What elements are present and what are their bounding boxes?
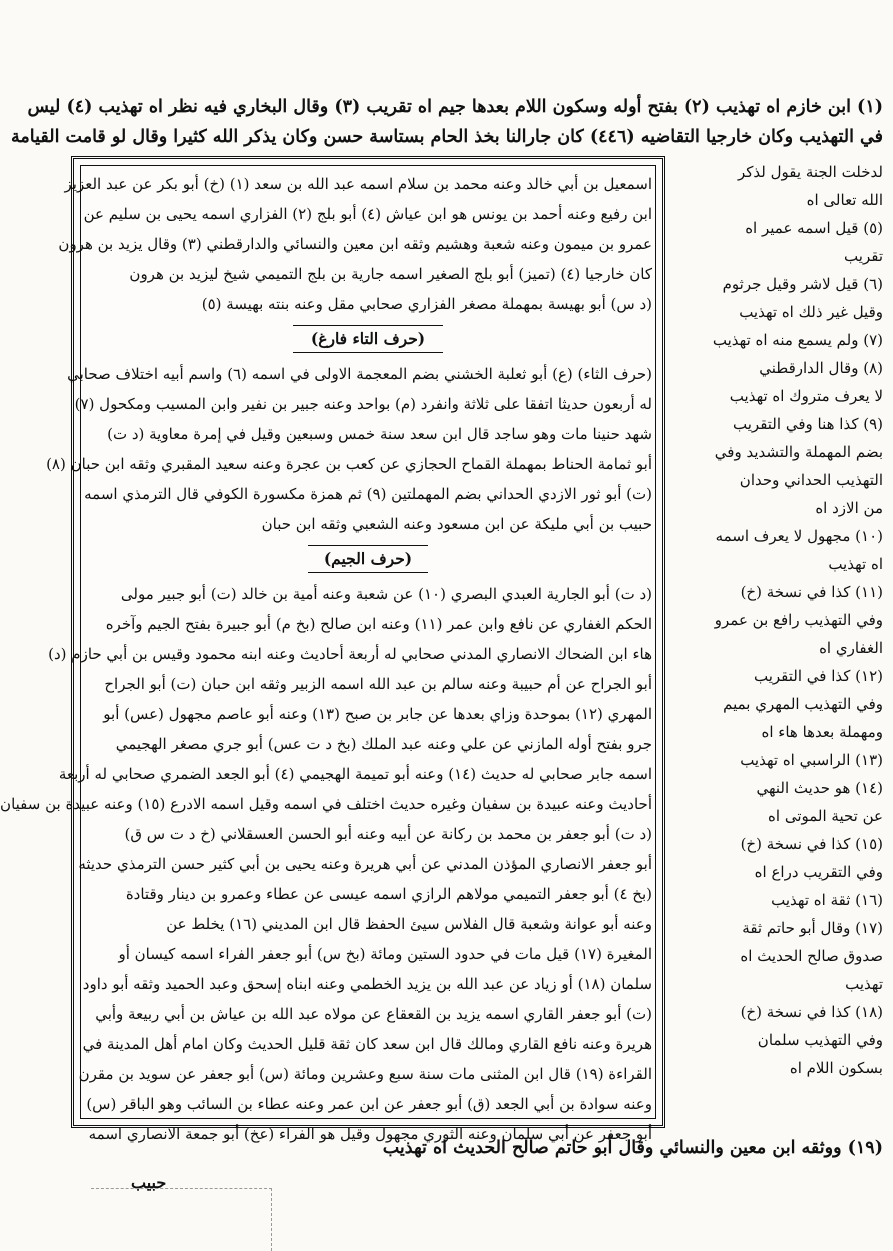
text-line: ابن رفيع وعنه أحمد بن يونس هو ابن عياش (٤) أبو بلج (٢) الفزاري اسمه يحيى بن سليم عن [83, 205, 652, 223]
margin-footnotes [671, 158, 883, 1082]
text-line: (بخ ٤) أبو جعفر التميمي مولاهم الرازي اسمه عيسى عن عطاء وعمرو بن دينار وقتادة [125, 885, 652, 903]
text-line: وعنه أبو عوانة وشعبة قال الفلاس سيئ الحفظ قال ابن المديني (١٦) يخلط عن [166, 915, 652, 933]
text-line: جرو بفتح أوله المازني عن علي وعنه عبد الملك (بخ د ت عس) أبو جري مصغر الهجيمي [115, 735, 652, 753]
margin-note-line: وفي التهذيب رافع بن عمرو [714, 611, 883, 629]
main-text-frame [0, 156, 665, 1143]
margin-note-line: (١١) كذا في نسخة (خ) [740, 583, 883, 601]
top-footnotes [11, 92, 883, 152]
text-line: حبيب بن أبي مليكة عن ابن مسعود وعنه الشعبي وثقه ابن حبان [261, 515, 652, 533]
text-line: (د ت) أبو جعفر بن محمد بن ركانة عن أبيه وعنه أبو الحسن العسقلاني (خ د ت س ق) [124, 825, 652, 843]
main-text [0, 169, 652, 1149]
margin-note-line: (٥) قيل اسمه عمير اه [745, 219, 883, 237]
bottom-footnote: (١٩) ووثقه ابن معين والنسائي وقال أبو حاتم صالح الحديث اه تهذيب [382, 1138, 883, 1158]
margin-note-line: (٦) قيل لاشر وقيل جرثوم [722, 275, 883, 293]
text-line: (د س) أبو بهيسة بمهملة مصغر الفزاري صحابي مقل وعنه بنته بهيسة (٥) [201, 295, 652, 313]
text-line: اسمه جابر صحابي له حديث (١٤) وعنه أبو تميمة الهجيمي (٤) أبو الجعد الضمري صحابي له أربعة [58, 765, 652, 783]
margin-note-line: وفي التهذيب المهري بميم [723, 695, 883, 713]
text-line: شهد حنينا مات وهو ساجد قال ابن سعد سنة خمس وسبعين وقيل في إمرة معاوية (د ت) [107, 425, 652, 443]
margin-note-line: الغفاري اه [819, 639, 883, 657]
section-heading-jeem: (حرف الجيم) [308, 545, 428, 573]
margin-note-line: صدوق صالح الحديث اه [740, 947, 883, 965]
margin-note-line: وفي التقريب دراع اه [754, 863, 883, 881]
margin-note-line: (١٤) هو حديث النهي [756, 779, 883, 797]
text-line: أبو ثمامة الحناط بمهملة القماح الحجازي عن كعب بن عجرة وعنه سعيد المقبري وثقه ابن حبان (٨) [46, 455, 652, 473]
margin-note-line: اه تهذيب [828, 555, 883, 573]
text-line: الحكم الغفاري عن نافع وابن عمر (١١) وعنه ابن صالح (بخ م) أبو جبيرة بفتح الجيم وآخره [105, 615, 652, 633]
margin-note-line: من الازد اه [815, 499, 883, 517]
margin-note-line: تقريب [844, 247, 883, 265]
section-heading-taa: (حرف التاء فارغ) [293, 325, 443, 353]
margin-note-line: (١٨) كذا في نسخة (خ) [740, 1003, 883, 1021]
text-line: المغيرة (١٧) قيل مات في حدود الستين ومائة (بخ س) أبو جعفر الفراء اسمه كيسان أو [118, 945, 652, 963]
text-line: أبو جعفر الانصاري المؤذن المدني عن أبي هريرة وعنه يحيى بن أبي كثير حسن الترمذي حديثه [78, 855, 652, 873]
margin-note-line: (١٥) كذا في نسخة (خ) [740, 835, 883, 853]
margin-note-line: (١٧) وقال أبو حاتم ثقة [742, 919, 883, 937]
margin-note-line: (١٣) الراسبي اه تهذيب [740, 751, 883, 769]
text-line: (ت) أبو ثور الازدي الحداني بضم المهملتين (٩) ثم همزة مكسورة الكوفي قال الترمذي اسمه [84, 485, 652, 503]
margin-note-line: (٨) وقال الدارقطني [759, 359, 883, 377]
text-line: (د ت) أبو الجارية العبدي البصري (١٠) عن شعبة وعنه أمية بن خالد (ت) أبو جبير مولى [120, 585, 652, 603]
margin-note-line: لدخلت الجنة يقول لذكر [738, 163, 883, 181]
margin-note-line: تهذيب [845, 975, 883, 993]
margin-note-line: وفي التهذيب سلمان [757, 1031, 883, 1049]
margin-note-line: ومهملة بعدها هاء اه [761, 723, 883, 741]
text-line: له أربعون حديثا اتفقا على ثلاثة وانفرد (م) بواحد وعنه جبير بن نفير وابن المسيب ومكحول (٧) [74, 395, 652, 413]
text-line: اسمعيل بن أبي خالد وعنه محمد بن سلام اسمه عبد الله بن سعد (١) (خ) أبو بكر عن عبد العزيز [64, 175, 652, 193]
margin-note-line: (١٢) كذا في التقريب [753, 667, 883, 685]
text-line: المهري (١٢) بموحدة وزاي بعدها عن جابر بن صبح (١٣) وعنه أبو عاصم مجهول (عس) أبو [103, 705, 652, 723]
text-line: أحاديث وعنه عبيدة بن سفيان وغيره حديث اختلف في اسمه وقيل اسمه الادرع (١٥) وعنه عبيدة بن سفيان [0, 795, 652, 813]
margin-note-line: وقيل غير ذلك اه تهذيب [739, 303, 883, 321]
text-line: (ت) أبو جعفر القاري اسمه يزيد بن القعقاع عن مولاه عبد الله بن عياش بن أبي ربيعة وأبي [95, 1005, 652, 1023]
text-line: هريرة وعنه نافع القاري ومالك قال ابن سعد كان ثقة قليل الحديث وكان امام أهل المدينة في [82, 1035, 652, 1053]
text-line: سلمان (١٨) أو زياد عن عبد الله بن يزيد الخطمي وعنه ابناه إسحق وعبد الحميد وثقه أبو داود [82, 975, 652, 993]
text-line: وعنه سوادة بن أبي الجعد (ق) أبو جعفر عن ابن عمر وعنه عطاء بن السائب وهو الباقر (س) [86, 1095, 652, 1113]
margin-note-line: بسكون اللام اه [789, 1059, 883, 1077]
text-line: (حرف الثاء) (ع) أبو ثعلبة الخشني بضم المعجمة الاولى في اسمه (٦) واسم أبيه اختلاف صحابي [67, 365, 652, 383]
scan-edge-mark [91, 1188, 272, 1251]
margin-note-line: التهذيب الحداني وحدان [739, 471, 883, 489]
margin-note-line: لا يعرف متروك اه تهذيب [729, 387, 883, 405]
text-line: القراءة (١٩) قال ابن المثنى مات سنة سبع وعشرين ومائة (س) أبو جعفر عن سويد بن مقرن [78, 1065, 652, 1083]
margin-note-line: (١٠) مجهول لا يعرف اسمه [715, 527, 883, 545]
text-line: هاء ابن الضحاك الانصاري المدني صحابي له أربعة أحاديث وعنه ابنه محمود وقيس بن أبي حازم (د) [48, 645, 652, 663]
margin-note-line: (٧) ولم يسمع منه اه تهذيب [712, 331, 883, 349]
text-line: كان خارجيا (٤) (تميز) أبو بلج الصغير اسمه جارية بن بلج التميمي شيخ ليزيد بن هرون [129, 265, 652, 283]
margin-note-line: الله تعالى اه [806, 191, 883, 209]
top-note-line: (١) ابن خازم اه تهذيب (٢) بفتح أوله وسكون اللام بعدها جيم اه تقريب (٣) وقال البخاري فيه نظر اه تهذيب (٤) ليس [27, 97, 883, 117]
catchword: حبيب [131, 1173, 167, 1192]
margin-note-line: بضم المهملة والتشديد وفي [714, 443, 883, 461]
top-note-line: في التهذيب وكان خارجيا التقاضيه (٤٤٦) كان جارالنا بخذ الحام بستاسة حسن وكان يذكر الله كثيرا وقال لو قامت القيامة [11, 127, 883, 147]
text-line: أبو الجراح عن أم حبيبة وعنه سالم بن عبد الله اسمه الزبير وثقه ابن حبان (ت) أبو الجراح [104, 675, 652, 693]
margin-note-line: (١٦) ثقة اه تهذيب [771, 891, 883, 909]
text-line: عمرو بن ميمون وعنه شعبة وهشيم وثقه ابن معين والنسائي والدارقطني (٣) وقال يزيد بن هرون [58, 235, 652, 253]
margin-note-line: (٩) كذا هنا وفي التقريب [733, 415, 883, 433]
margin-note-line: عن تحية الموتى اه [768, 807, 883, 825]
text-line: أبو جعفر عن أبي سلمان وعنه الثوري مجهول وقيل هو الفراء (عخ) أبو جمعة الانصاري اسمه [88, 1125, 652, 1143]
